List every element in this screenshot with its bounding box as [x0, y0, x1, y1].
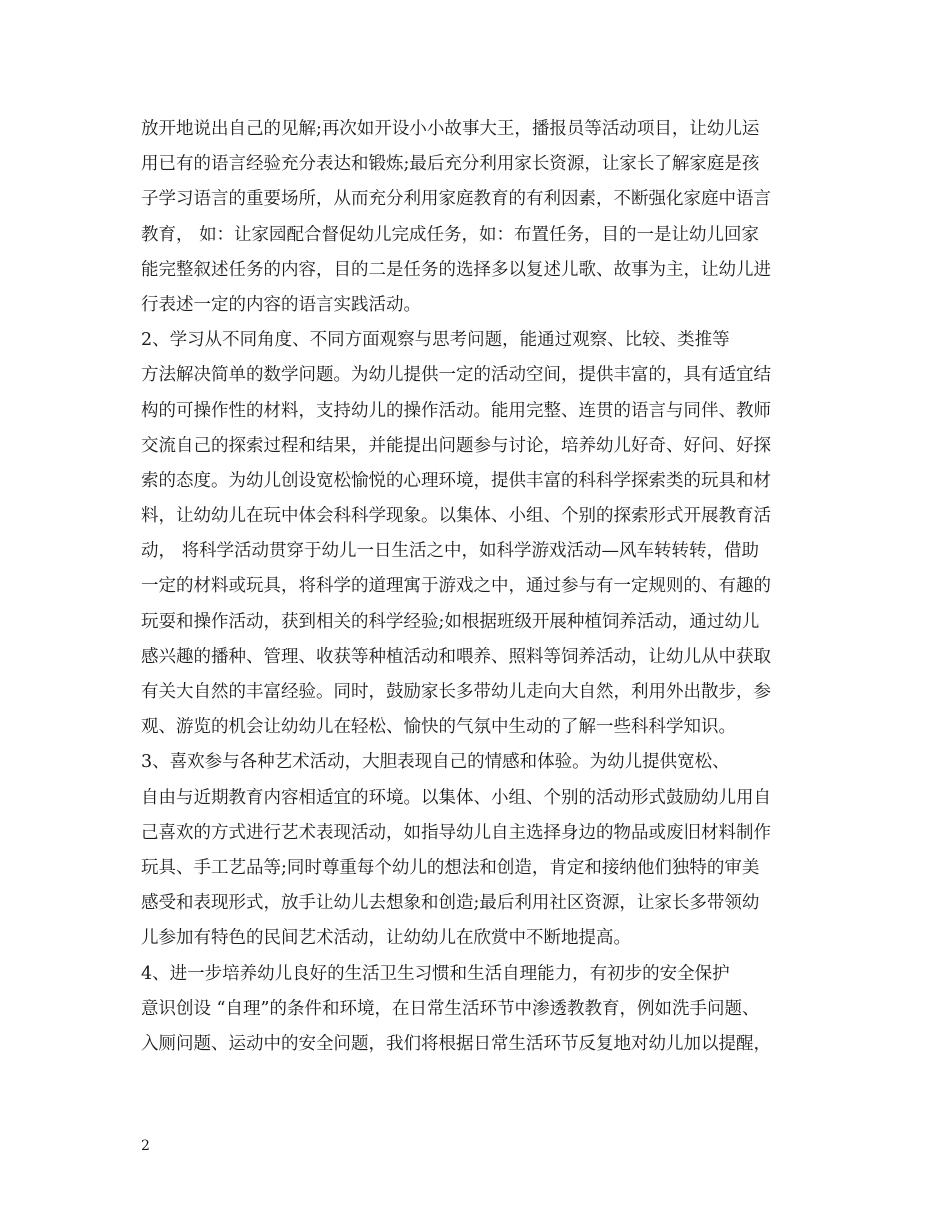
text-line: 用已有的语言经验充分表达和锻炼;最后充分利用家长资源，让家长了解家庭是孩: [141, 154, 760, 175]
text-line: 交流自己的探索过程和结果，并能提出问题参与讨论，培养幼儿好奇、好问、好探: [141, 435, 771, 456]
text-line: 方法解决简单的数学问题。为幼儿提供一定的活动空间，提供丰富的，具有适宜结: [141, 365, 771, 386]
body-text: [141, 112, 821, 1062]
text-line: 观、游览的机会让幼幼儿在轻松、愉快的气氛中生动的了解一些科科学知识。: [141, 717, 736, 738]
text-line: 2、学习从不同角度、不同方面观察与思考问题，能通过观察、比较、类推等: [141, 330, 730, 351]
text-line: 儿参加有特色的民间艺术活动，让幼幼儿在欣赏中不断地提高。: [141, 928, 631, 949]
text-line: 3、喜欢参与各种艺术活动，大胆表现自己的情感和体验。为幼儿提供宽松、: [141, 752, 730, 773]
text-line: 索的态度。为幼儿创设宽松愉悦的心理环境，提供丰富的科科学探索类的玩具和材: [141, 470, 771, 491]
page-number: 2: [141, 1138, 150, 1154]
text-line: 4、进一步培养幼儿良好的生活卫生习惯和生活自理能力，有初步的安全保护: [141, 963, 730, 984]
text-line: 放开地说出自己的见解;再次如开设小小故事大王，播报员等活动项目，让幼儿运: [141, 119, 760, 139]
text-line: 子学习语言的重要场所，从而充分利用家庭教育的有利因素，不断强化家庭中语言: [141, 189, 771, 210]
text-line: 感兴趣的播种、管理、收获等种植活动和喂养、照料等饲养活动，让幼儿从中获取: [141, 646, 771, 667]
text-line: 一定的材料或玩具，将科学的道理寓于游戏之中，通过参与有一定规则的、有趣的: [141, 576, 771, 597]
text-line: 玩具、手工艺品等;同时尊重每个幼儿的想法和创造，肯定和接纳他们独特的审美: [141, 857, 760, 878]
text-line: 料，让幼幼儿在玩中体会科科学现象。以集体、小组、个别的探索形式开展教育活: [141, 506, 771, 527]
text-line: 意识创设 “自理”的条件和环境，在日常生活环节中渗透教教育，例如洗手问题、: [141, 998, 760, 1019]
text-line: 己喜欢的方式进行艺术表现活动，如指导幼儿自主选择身边的物品或废旧材料制作: [141, 822, 771, 843]
text-line: 动， 将科学活动贯穿于幼儿一日生活之中，如科学游戏活动—风车转转转，借助: [141, 541, 760, 562]
text-line: 感受和表现形式，放手让幼儿去想象和创造;最后利用社区资源，让家长多带领幼: [141, 893, 760, 914]
text-line: 入厕问题、运动中的安全问题，我们将根据日常生活环节反复地对幼儿加以提醒，: [141, 1033, 771, 1054]
text-line: 自由与近期教育内容相适宜的环境。以集体、小组、个别的活动形式鼓励幼儿用自: [141, 787, 771, 808]
text-line: 构的可操作性的材料，支持幼儿的操作活动。能用完整、连贯的语言与同伴、教师: [141, 400, 771, 421]
text-line: 教育， 如：让家园配合督促幼儿完成任务，如：布置任务，目的一是让幼儿回家: [141, 224, 760, 245]
text-line: 有关大自然的丰富经验。同时，鼓励家长多带幼儿走向大自然，利用外出散步，参: [141, 682, 771, 702]
text-line: 行表述一定的内容的语言实践活动。: [141, 294, 421, 315]
text-line: 能完整叙述任务的内容，目的二是任务的选择多以复述儿歌、故事为主，让幼儿进: [141, 259, 771, 280]
text-line: 玩耍和操作活动，获到相关的科学经验;如根据班级开展种植饲养活动，通过幼儿: [141, 611, 760, 632]
